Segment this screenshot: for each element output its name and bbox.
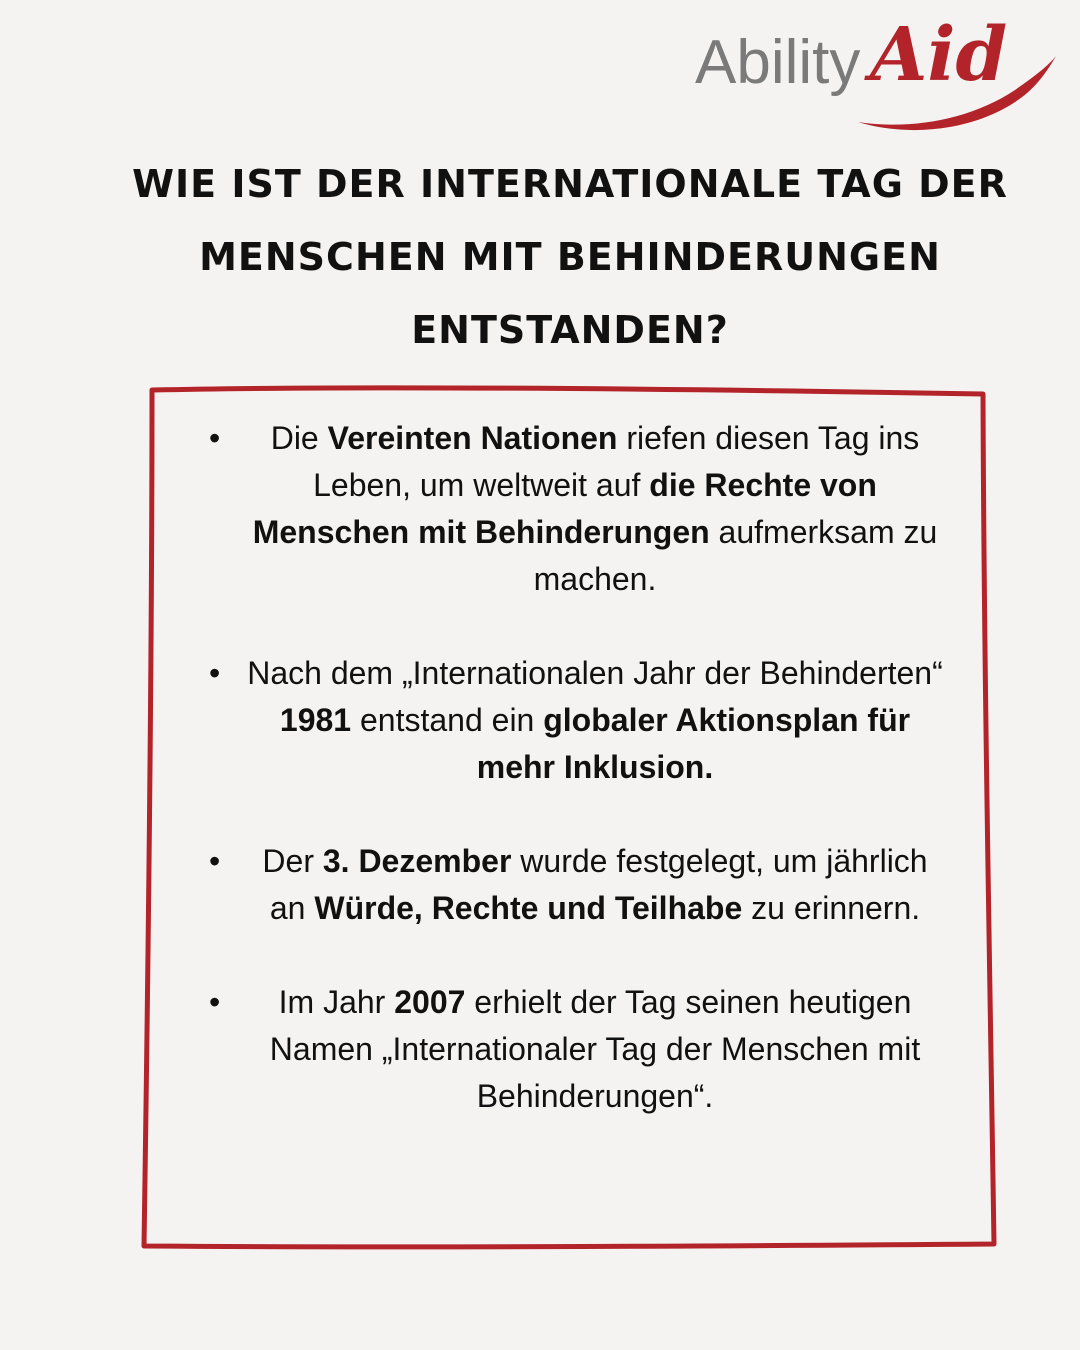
item-text-part: entstand ein [351, 702, 544, 738]
bullet-icon: • [209, 843, 221, 879]
item-text-part: aufmerksam zu machen. [533, 514, 938, 597]
item-text-part: erhielt der Tag seinen heutigen Namen „Internationaler Tag der Menschen mit Behinderungen“. [269, 984, 921, 1114]
item-text-bold: 2007 [394, 984, 466, 1020]
bullet-icon: • [209, 984, 221, 1020]
item-text-part: zu erinnern. [742, 890, 921, 926]
item-text-part: Der [262, 843, 323, 879]
item-text-bold: 3. Dezember [322, 843, 512, 879]
list-item [195, 650, 945, 791]
item-text-bold: Würde, Rechte und Teilhabe [314, 890, 743, 926]
item-text-bold: Vereinten Nationen [327, 420, 618, 456]
bullet-icon: • [209, 420, 221, 456]
list-item [195, 838, 945, 932]
logo-text-aid: Aid [870, 12, 1008, 98]
item-text-part: riefen diesen Tag ins Leben, um weltweit auf [313, 420, 920, 503]
item-text-bold: 1981 [279, 702, 352, 738]
item-text-part: Die [270, 420, 328, 456]
item-text [270, 984, 920, 1114]
item-text-part: Nach dem „Internationalen Jahr der Behinderten“ [247, 655, 943, 691]
list-item [195, 979, 945, 1120]
item-text-bold: die Rechte von Menschen mit Behinderungen [252, 467, 877, 550]
item-text [253, 420, 938, 597]
bullet-icon: • [209, 655, 221, 691]
item-text [262, 843, 927, 926]
page-title: WIE IST DER INTERNATIONALE TAG DER MENSCHEN MIT BEHINDERUNGEN ENTSTANDEN? [132, 162, 1008, 352]
item-text-bold: globaler Aktionsplan für mehr Inklusion. [476, 702, 911, 785]
logo-text-ability: Ability [695, 28, 861, 97]
list-item [195, 415, 945, 603]
item-text-part: wurde festgelegt, um jährlich an [269, 843, 928, 926]
item-text-part: Im Jahr [278, 984, 395, 1020]
info-list [195, 415, 945, 1167]
ability-aid-logo [690, 10, 1060, 130]
item-text [247, 655, 943, 785]
